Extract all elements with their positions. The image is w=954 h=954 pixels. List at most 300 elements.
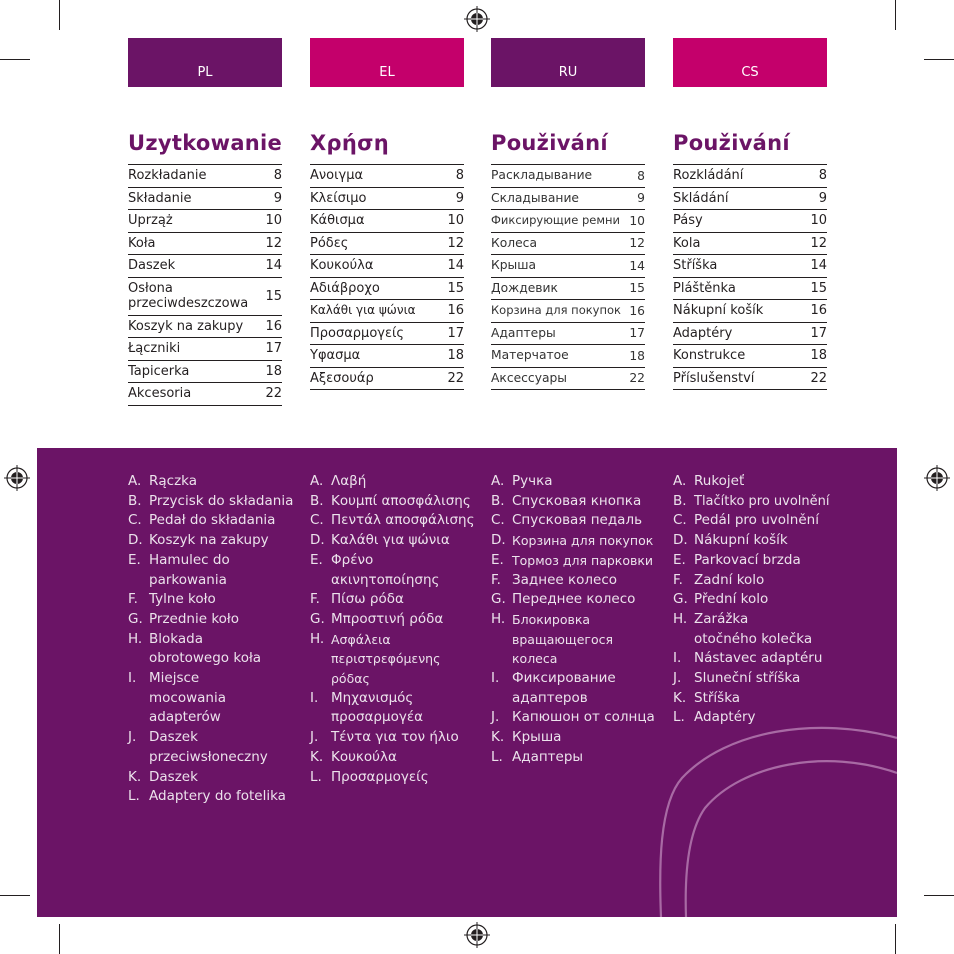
crop-mark <box>59 924 60 954</box>
legend-text: Przednie koło <box>149 610 240 627</box>
toc-row[interactable] <box>128 165 282 188</box>
legend-text: Pedał do składania <box>149 512 276 529</box>
tab-label: CS <box>741 65 759 80</box>
legend-letter: F. <box>673 571 683 588</box>
legend-letter: G. <box>673 591 688 608</box>
toc-page: 14 <box>810 258 827 274</box>
legend-item <box>310 511 490 531</box>
crop-mark <box>895 0 896 30</box>
legend-letter: J. <box>128 729 137 746</box>
legend-text: Καλάθι για ψώνια <box>331 532 450 549</box>
toc-list <box>310 164 464 390</box>
toc-label: Koszyk na zakupy <box>128 318 244 334</box>
legend-item <box>310 610 490 630</box>
legend-column-el <box>310 472 490 787</box>
legend-item <box>673 669 853 689</box>
toc-label: Προσαρμογείς <box>310 325 405 341</box>
legend-text: Nástavec adaptéru <box>694 650 823 667</box>
legend-letter: A. <box>673 473 687 489</box>
toc-page: 14 <box>447 258 464 274</box>
toc-page: 15 <box>265 288 282 304</box>
toc-row[interactable] <box>128 338 282 361</box>
legend-text: Крыша <box>512 729 562 746</box>
legend-item <box>128 669 308 728</box>
legend-letter: J. <box>310 729 319 746</box>
legend-letter: J. <box>673 670 682 687</box>
legend-item <box>491 571 671 591</box>
toc-row[interactable] <box>128 316 282 339</box>
legend-letter: C. <box>491 512 505 529</box>
registration-mark-icon <box>464 922 490 948</box>
toc-page: 22 <box>265 386 282 402</box>
toc-row[interactable] <box>128 278 282 316</box>
legend-letter: L. <box>128 788 140 805</box>
legend-item <box>673 571 853 591</box>
toc-row[interactable] <box>673 323 827 346</box>
toc-page: 18 <box>629 348 645 363</box>
language-tab-ru[interactable] <box>491 38 645 87</box>
legend-letter: C. <box>673 512 687 529</box>
toc-row[interactable] <box>128 383 282 406</box>
legend-text: Pedál pro uvolnění <box>694 512 819 529</box>
legend-column-ru <box>491 472 671 768</box>
toc-page: 17 <box>810 325 827 341</box>
toc-label: Дождевик <box>491 280 558 295</box>
toc-row[interactable] <box>310 188 464 211</box>
legend-item <box>491 708 671 728</box>
toc-column-el <box>310 128 464 390</box>
toc-row[interactable] <box>673 188 827 211</box>
toc-row[interactable] <box>310 233 464 256</box>
legend-item <box>310 728 490 748</box>
toc-row[interactable] <box>673 233 827 256</box>
toc-page: 15 <box>447 280 464 296</box>
toc-page: 22 <box>810 370 827 386</box>
legend-text: Zadní kolo <box>694 571 765 588</box>
legend-text: Спусковая педаль <box>512 512 643 529</box>
legend-item <box>673 610 853 649</box>
legend-item <box>128 590 308 610</box>
toc-label: Крыша <box>491 258 537 273</box>
toc-page: 12 <box>810 235 827 251</box>
legend-item <box>673 511 853 531</box>
legend-item <box>491 748 671 768</box>
toc-label: Łączniki <box>128 341 181 357</box>
legend-letter: H. <box>673 610 688 627</box>
toc-page: 18 <box>265 363 282 379</box>
toc-label: Υφασμα <box>310 348 361 364</box>
legend-item <box>673 649 853 669</box>
toc-label: Pláštěnka <box>673 280 736 296</box>
toc-page: 16 <box>629 303 645 318</box>
toc-label: Koła <box>128 235 156 251</box>
toc-row[interactable] <box>128 361 282 384</box>
legend-text: Rączka <box>149 473 198 489</box>
legend-item <box>491 610 671 669</box>
toc-row[interactable] <box>310 278 464 301</box>
legend-text: Προσαρμογείς <box>331 768 429 785</box>
toc-page: 9 <box>273 190 282 206</box>
legend-text: Переднее колесо <box>512 591 636 608</box>
toc-row[interactable] <box>310 368 464 391</box>
legend-text: Stříška <box>694 689 741 706</box>
legend-text: Sluneční stříška <box>694 670 801 687</box>
toc-page: 15 <box>810 280 827 296</box>
toc-page: 9 <box>818 190 827 206</box>
toc-page: 22 <box>447 370 464 386</box>
toc-row[interactable] <box>310 323 464 346</box>
legend-letter: D. <box>310 532 325 549</box>
toc-row[interactable] <box>128 233 282 256</box>
legend-text: Nákupní košík <box>694 532 788 549</box>
toc-page: 10 <box>629 213 645 228</box>
legend-letter: I. <box>491 670 500 687</box>
legend-item <box>310 590 490 610</box>
legend-text: Blokada obrotowego koła <box>149 630 262 667</box>
toc-page: 8 <box>637 168 645 183</box>
legend-item <box>673 689 853 709</box>
toc-column-pl <box>128 128 282 406</box>
toc-list <box>673 164 827 390</box>
toc-row[interactable] <box>128 188 282 211</box>
toc-page: 18 <box>447 348 464 364</box>
toc-page: 9 <box>637 191 645 206</box>
toc-row[interactable] <box>491 278 645 301</box>
toc-label: Матерчатое <box>491 348 569 363</box>
legend-text: Блокировка вращающегося колеса <box>512 611 613 667</box>
legend-text: Daszek <box>149 768 198 785</box>
legend-item <box>310 768 490 788</box>
legend-item <box>673 708 853 728</box>
toc-row[interactable] <box>491 368 645 391</box>
legend-text: Přední kolo <box>694 591 769 608</box>
crop-mark <box>59 0 60 30</box>
legend-letter: K. <box>128 768 142 785</box>
language-tab-cs[interactable] <box>673 38 827 87</box>
legend-letter: G. <box>310 610 325 627</box>
legend-text: Φρένο ακινητοποίησης <box>331 551 440 588</box>
legend-column-cs <box>673 472 853 728</box>
legend-item <box>128 630 308 669</box>
toc-label: Rozkládání <box>673 168 744 184</box>
legend-letter: K. <box>491 729 505 746</box>
legend-item <box>310 748 490 768</box>
legend-letter: I. <box>128 670 137 687</box>
tab-label: EL <box>379 65 395 80</box>
toc-page: 10 <box>810 213 827 229</box>
legend-text: Μηχανισμός προσαρμογέα <box>331 689 424 726</box>
toc-label: Фиксирующие ремни <box>491 213 620 228</box>
toc-page: 17 <box>265 341 282 357</box>
legend-text: Πεντάλ αποσφάλισης <box>331 512 475 529</box>
legend-item <box>310 492 490 512</box>
toc-label: Osłona przeciwdeszczowa <box>128 281 249 311</box>
toc-row[interactable] <box>491 233 645 256</box>
toc-label: Daszek <box>128 258 176 274</box>
toc-label: Κλείσιμο <box>310 190 367 206</box>
legend-text: Πίσω ρόδα <box>331 591 404 608</box>
toc-row[interactable] <box>673 300 827 323</box>
legend-item <box>491 492 671 512</box>
legend-item <box>491 511 671 531</box>
legend-letter: C. <box>128 512 142 529</box>
legend-item <box>491 472 671 492</box>
legend-letter: F. <box>491 571 501 588</box>
legend-item <box>673 551 853 571</box>
toc-list <box>491 164 645 390</box>
toc-row[interactable] <box>310 300 464 323</box>
legend-text: Koszyk na zakupy <box>149 532 269 549</box>
legend-letter: E. <box>673 551 686 568</box>
toc-label: Складывание <box>491 190 579 205</box>
legend-letter: B. <box>491 492 505 509</box>
toc-page: 22 <box>629 371 645 386</box>
toc-label: Ανοιγμα <box>310 168 364 184</box>
legend-text: Спусковая кнопка <box>512 492 642 509</box>
legend-item <box>128 551 308 590</box>
legend-letter: B. <box>673 492 687 509</box>
legend-text: Λαβή <box>331 473 367 489</box>
legend-text: Заднее колесо <box>512 571 618 588</box>
toc-page: 15 <box>629 281 645 296</box>
legend-text: Miejsce mocowania adapterów <box>149 670 226 726</box>
legend-item <box>310 472 490 492</box>
toc-row[interactable] <box>491 323 645 346</box>
legend-letter: E. <box>128 551 141 568</box>
toc-page: 12 <box>447 235 464 251</box>
toc-row[interactable] <box>491 188 645 211</box>
legend-letter: E. <box>310 551 323 568</box>
toc-row[interactable] <box>673 278 827 301</box>
crop-mark <box>924 59 954 60</box>
legend-item <box>128 610 308 630</box>
crop-mark <box>895 924 896 954</box>
legend-letter: D. <box>491 532 506 549</box>
legend-text: Hamulec do parkowania <box>149 551 230 588</box>
registration-mark-icon <box>924 465 950 491</box>
toc-label: Раскладывание <box>491 168 593 183</box>
toc-page: 8 <box>818 168 827 184</box>
toc-label: Αξεσουάρ <box>310 370 374 386</box>
legend-text: Τέντα για τον ήλιο <box>331 729 459 746</box>
legend-text: Parkovací brzda <box>694 551 801 568</box>
legend-letter: D. <box>673 532 688 549</box>
legend-item <box>491 669 671 708</box>
legend-item <box>673 590 853 610</box>
toc-label: Nákupní košík <box>673 303 764 319</box>
toc-label: Adaptéry <box>673 325 733 341</box>
legend-item <box>310 630 490 689</box>
toc-row[interactable] <box>673 368 827 391</box>
legend-item <box>491 551 671 571</box>
toc-label: Tapicerka <box>128 363 190 379</box>
section-heading: Uzytkowanie <box>128 131 283 155</box>
toc-label: Konstrukce <box>673 348 746 364</box>
toc-page: 8 <box>273 168 282 184</box>
toc-label: Pásy <box>673 213 703 229</box>
toc-row[interactable] <box>128 210 282 233</box>
legend-item <box>128 472 308 492</box>
legend-column-pl <box>128 472 308 807</box>
legend-letter: A. <box>128 473 142 489</box>
toc-row[interactable] <box>673 165 827 188</box>
legend-letter: L. <box>310 768 322 785</box>
legend-letter: H. <box>128 630 143 647</box>
crop-mark <box>924 895 954 896</box>
toc-row[interactable] <box>310 255 464 278</box>
legend-letter: L. <box>673 709 685 726</box>
registration-mark-icon <box>464 6 490 32</box>
toc-label: Akcesoria <box>128 386 192 402</box>
legend-letter: G. <box>491 591 506 608</box>
registration-mark-icon <box>4 465 30 491</box>
toc-label: Аксессуары <box>491 370 568 385</box>
legend-text: Μπροστινή ρόδα <box>331 610 444 627</box>
toc-row[interactable] <box>491 300 645 323</box>
legend-text: Адаптеры <box>512 748 584 765</box>
toc-page: 16 <box>447 303 464 319</box>
toc-label: Kola <box>673 235 701 251</box>
toc-page: 12 <box>629 236 645 251</box>
toc-row[interactable] <box>310 345 464 368</box>
toc-page: 16 <box>265 318 282 334</box>
legend-item <box>128 531 308 551</box>
toc-label: Příslušenství <box>673 370 755 386</box>
toc-row[interactable] <box>491 165 645 188</box>
legend-letter: F. <box>310 591 320 608</box>
toc-label: Корзина для покупок <box>491 303 621 318</box>
legend-text: Tylne koło <box>149 591 216 608</box>
toc-page: 12 <box>265 235 282 251</box>
toc-row[interactable] <box>310 165 464 188</box>
legend-item <box>491 728 671 748</box>
legend-text: Капюшон от солнца <box>512 709 655 726</box>
legend-item <box>310 551 490 590</box>
toc-label: Uprząż <box>128 213 173 229</box>
language-tab-pl[interactable] <box>128 38 282 87</box>
legend-item <box>128 492 308 512</box>
crop-mark <box>0 895 30 896</box>
legend-letter: E. <box>491 551 504 568</box>
legend-text: Корзина для покупок <box>512 533 654 549</box>
legend-letter: I. <box>310 689 319 706</box>
legend-item <box>128 768 308 788</box>
toc-label: Ρόδες <box>310 235 349 251</box>
legend-letter: F. <box>128 591 138 608</box>
toc-column-ru <box>491 128 645 390</box>
toc-row[interactable] <box>673 210 827 233</box>
toc-label: Κάθισμα <box>310 213 365 229</box>
toc-row[interactable] <box>673 345 827 368</box>
toc-column-cs <box>673 128 827 390</box>
legend-letter: A. <box>491 473 505 489</box>
legend-text: Zarážka otočného kolečka <box>694 610 813 647</box>
legend-item <box>673 472 853 492</box>
toc-page: 18 <box>810 348 827 364</box>
section-heading: Χρήση <box>310 131 389 155</box>
legend-text: Adaptery do fotelika <box>149 788 286 805</box>
legend-text: Adaptéry <box>694 709 756 726</box>
toc-row[interactable] <box>310 210 464 233</box>
legend-letter: K. <box>310 748 324 765</box>
legend-item <box>128 787 308 807</box>
legend-text: Daszek przeciwsłoneczny <box>149 729 268 765</box>
legend-text: Rukojeť <box>694 473 745 489</box>
toc-row[interactable] <box>491 345 645 368</box>
tab-label: PL <box>197 65 213 80</box>
legend-item <box>673 492 853 512</box>
legend-letter: J. <box>491 709 500 726</box>
legend-item <box>491 590 671 610</box>
toc-list <box>128 164 282 406</box>
legend-letter: G. <box>128 610 143 627</box>
toc-row[interactable] <box>673 255 827 278</box>
legend-letter: K. <box>673 689 687 706</box>
toc-label: Αδιάβροχο <box>310 280 380 296</box>
toc-label: Rozkładanie <box>128 168 207 184</box>
legend-text: Κουμπί αποσφάλισης <box>331 492 471 509</box>
toc-page: 8 <box>455 168 464 184</box>
legend-item <box>673 531 853 551</box>
legend-letter: B. <box>310 492 324 509</box>
section-heading: Použivání <box>673 131 790 155</box>
legend-item <box>310 689 490 728</box>
toc-page: 14 <box>265 258 282 274</box>
legend-text: Тормоз для парковки <box>512 552 654 568</box>
toc-page: 17 <box>447 325 464 341</box>
section-heading: Použivání <box>491 131 608 155</box>
legend-text: Κουκούλα <box>331 748 397 765</box>
legend-item <box>310 531 490 551</box>
toc-row[interactable] <box>128 255 282 278</box>
toc-page: 14 <box>629 258 645 273</box>
toc-page: 10 <box>447 213 464 229</box>
legend-text: Przycisk do składania <box>149 492 294 509</box>
toc-page: 17 <box>629 326 645 341</box>
legend-item <box>491 531 671 551</box>
legend-letter: I. <box>673 650 682 667</box>
legend-letter: H. <box>310 630 325 647</box>
toc-label: Κουκούλα <box>310 258 374 274</box>
toc-page: 9 <box>455 190 464 206</box>
legend-letter: H. <box>491 610 506 627</box>
legend-item <box>128 511 308 531</box>
toc-label: Składanie <box>128 190 192 206</box>
legend-text: Фиксирование адаптеров <box>512 670 616 706</box>
legend-letter: A. <box>310 473 324 489</box>
toc-label: Адаптеры <box>491 325 556 340</box>
tab-label: RU <box>558 65 578 80</box>
toc-label: Καλάθι για ψώνια <box>310 303 416 318</box>
toc-label: Skládání <box>673 190 729 206</box>
legend-letter: D. <box>128 532 143 549</box>
toc-row[interactable] <box>491 210 645 233</box>
toc-page: 10 <box>265 213 282 229</box>
legend-letter: C. <box>310 512 324 529</box>
legend-text: Tlačítko pro uvolnění <box>694 493 830 509</box>
legend-letter: B. <box>128 492 142 509</box>
toc-label: Stříška <box>673 258 718 274</box>
legend-text: Ручка <box>512 473 553 489</box>
crop-mark <box>0 59 30 60</box>
toc-page: 16 <box>810 303 827 319</box>
legend-text: Ασφάλεια περιστρεφόμενης ρόδας <box>331 631 441 687</box>
toc-label: Колеса <box>491 235 537 250</box>
legend-letter: L. <box>491 748 503 765</box>
toc-row[interactable] <box>491 255 645 278</box>
legend-item <box>128 728 308 767</box>
language-tab-el[interactable] <box>310 38 464 87</box>
